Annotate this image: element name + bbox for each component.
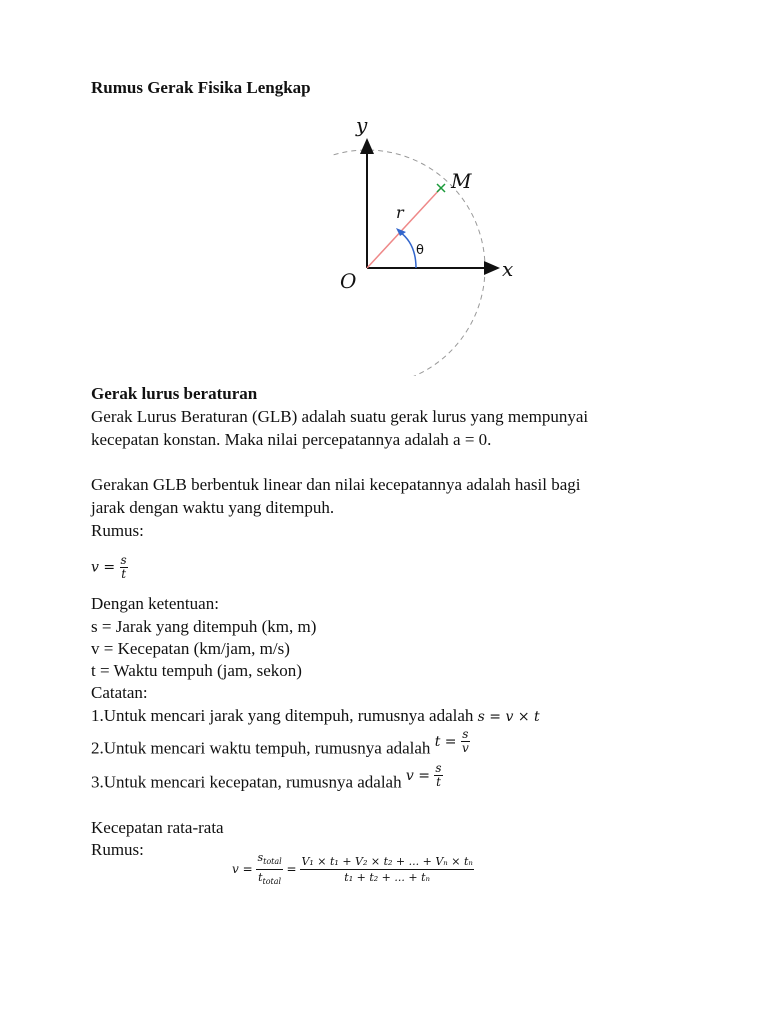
eq-den-2: t₁ + t₂ + ... + tₙ	[344, 871, 430, 885]
note-2-lhs: t =	[434, 733, 457, 750]
radius-label: r	[396, 203, 404, 222]
eq-den-1-sub: total	[262, 877, 282, 887]
note-2-formula	[434, 727, 470, 755]
formula-lhs: v =	[91, 559, 116, 576]
formula-v-equals-s-over-t	[91, 554, 128, 581]
definition-s: s = Jarak yang ditempuh (km, m)	[91, 617, 317, 636]
x-axis-label: x	[502, 257, 514, 281]
radius-vector	[367, 188, 441, 268]
page-title: Rumus Gerak Fisika Lengkap	[91, 78, 311, 97]
note-3	[91, 761, 443, 797]
note-2-numerator: s	[462, 727, 469, 741]
paragraph-1-line-1: Gerak Lurus Beraturan (GLB) adalah suatu gerak lurus yang mempunyai	[91, 407, 589, 426]
definition-t: t = Waktu tempuh (jam, sekon)	[91, 661, 302, 680]
y-axis-arrow	[360, 138, 374, 154]
formula-numerator: s	[120, 553, 127, 567]
note-3-denominator: t	[436, 775, 441, 789]
average-velocity-equation	[232, 850, 474, 889]
paragraph-1-line-2: kecepatan konstan. Maka nilai percepatannya adalah a = 0.	[91, 430, 492, 449]
note-2-denominator: v	[461, 741, 469, 755]
point-m-label: M	[451, 169, 472, 193]
x-axis-arrow	[484, 261, 500, 275]
note-1	[91, 704, 540, 729]
origin-label: O	[340, 269, 357, 293]
eq-lhs: v =	[232, 862, 253, 877]
paragraph-2-line-2: jarak dengan waktu yang ditempuh.	[91, 498, 335, 517]
eq-fraction-2	[300, 854, 473, 885]
eq-den-1-main: t	[258, 871, 263, 885]
rumus-label-2: Rumus:	[91, 840, 144, 859]
note-3-text: 3.Untuk mencari kecepatan, rumusnya adalah	[91, 772, 402, 792]
ketentuan-label: Dengan ketentuan:	[91, 594, 219, 613]
formula-denominator: t	[121, 567, 127, 581]
note-2	[91, 727, 470, 763]
eq-num-1-sub: total	[263, 857, 282, 867]
eq-num-2: V₁ × t₁ + V₂ × t₂ + ... + Vₙ × tₙ	[301, 855, 473, 869]
note-1-formula: s = v × t	[477, 709, 540, 725]
eq-num-1	[256, 850, 282, 870]
eq-den-1	[256, 870, 282, 889]
section-heading-glb: Gerak lurus beraturan	[91, 384, 258, 403]
paragraph-2-line-1: Gerakan GLB berbentuk linear dan nilai kecepatannya adalah hasil bagi	[91, 475, 581, 494]
angle-label: θ	[416, 243, 424, 258]
rumus-label: Rumus:	[91, 521, 144, 540]
note-3-numerator: s	[435, 761, 442, 775]
note-3-formula	[405, 761, 443, 789]
formula-fraction	[120, 554, 128, 581]
note-3-fraction	[434, 762, 442, 789]
note-2-text: 2.Untuk mencari waktu tempuh, rumusnya adalah	[91, 738, 431, 758]
point-m-marker	[437, 184, 445, 192]
y-axis-label: y	[356, 113, 368, 137]
catatan-label: Catatan:	[91, 683, 148, 702]
angle-arc	[400, 232, 416, 268]
note-3-lhs: v =	[405, 767, 430, 784]
section-heading-average-velocity: Kecepatan rata-rata	[91, 818, 224, 837]
eq-num-1-main: s	[257, 851, 264, 864]
eq-fraction-1	[256, 850, 282, 889]
polar-coordinate-diagram	[330, 108, 530, 376]
note-1-text: 1.Untuk mencari jarak yang ditempuh, rumusnya adalah	[91, 706, 474, 725]
note-2-fraction	[461, 728, 470, 755]
definition-v: v = Kecepatan (km/jam, m/s)	[91, 639, 290, 658]
eq-mid: =	[286, 862, 297, 877]
